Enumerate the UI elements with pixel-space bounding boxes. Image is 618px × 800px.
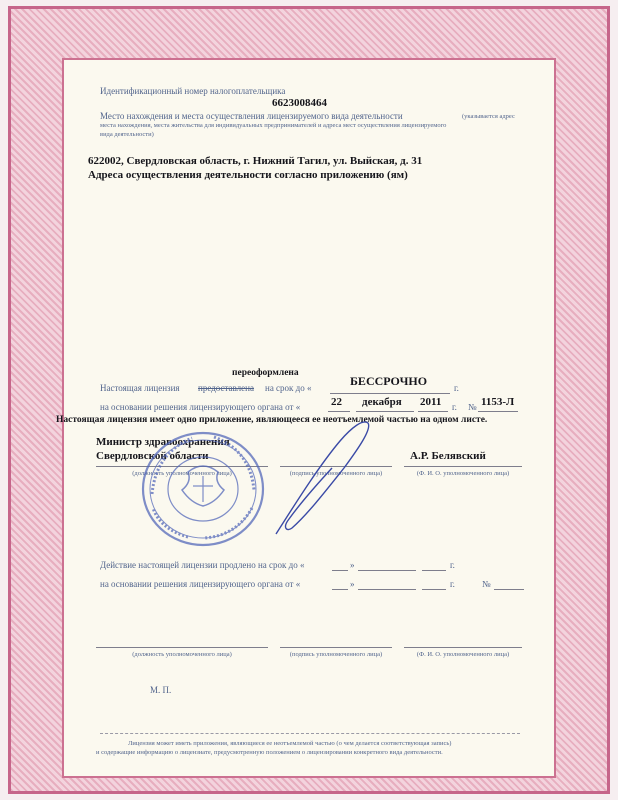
signatory-position: Министр здравоохранения: [96, 436, 230, 448]
ext-signature-line: [280, 647, 392, 648]
decision-number: 1153-Л: [481, 396, 515, 408]
ext-decision-day-line: [332, 589, 348, 590]
footer-note: и содержащие информацию о лицензиате, предусмотренную положением о лицензировании конкретного вида деятельности.: [96, 749, 443, 756]
decision-day: 22: [331, 396, 342, 408]
license-term-prefix: Настоящая лицензия: [100, 383, 180, 393]
decision-prefix: на основании решения лицензирующего органа от «: [100, 402, 301, 412]
ext-caption-name: (Ф. И. О. уполномоченного лица): [416, 651, 510, 658]
location-label: Место нахождения и места осуществления лицензируемого вида деятельности: [100, 111, 403, 121]
address: 622002, Свердловская область, г. Нижний Тагил, ул. Выйская, д. 31: [88, 155, 423, 167]
extension-decision: на основании решения лицензирующего органа от «: [100, 579, 301, 589]
location-note: (указывается адрес: [462, 113, 515, 120]
decision-month: декабря: [362, 396, 402, 408]
caption-signature: (подпись уполномоченного лица): [289, 470, 383, 477]
caption-name: (Ф. И. О. уполномоченного лица): [416, 470, 510, 477]
activity-addresses: Адреса осуществления деятельности согласно приложению (ям): [88, 169, 408, 181]
official-stamp: [138, 428, 268, 550]
name-line: [404, 466, 522, 467]
handwritten-signature: [268, 412, 378, 540]
annex-sentence: Настоящая лицензия имеет одно приложение, являющееся ее неотъемлемой частью на одном листе.: [56, 415, 488, 425]
location-note: вида деятельности): [100, 131, 154, 138]
ext-caption-signature: (подпись уполномоченного лица): [289, 651, 383, 658]
license-term-mid: на срок до «: [265, 383, 312, 393]
decision-year: 2011: [420, 396, 442, 408]
reissued-word: переоформлена: [232, 368, 299, 378]
year-line: [418, 411, 448, 412]
ext-number-sign: №: [482, 579, 491, 589]
ext-year-line: [422, 570, 446, 571]
ext-day-line: [332, 570, 348, 571]
ext-decision-year-line: [422, 589, 446, 590]
struck-word: предоставлена: [198, 383, 254, 393]
ext-decision-year: г.: [450, 579, 455, 589]
term-line: [330, 393, 450, 394]
number-line: [478, 411, 518, 412]
signatory-name: А.Р. Белявский: [410, 450, 486, 462]
quote-close: »: [350, 579, 355, 589]
term-value: БЕССРОЧНО: [350, 374, 428, 388]
ext-month-line: [358, 570, 416, 571]
ext-position-line: [96, 647, 268, 648]
inn-value: 6623008464: [272, 97, 327, 109]
extension-line: Действие настоящей лицензии продлено на срок до «: [100, 560, 305, 570]
stamp-place: М. П.: [150, 685, 172, 695]
location-note: места нахождения, места жительства для индивидуальных предпринимателей и адреса мест осуществления лицензируемого: [100, 122, 447, 129]
caption-position: (должность уполномоченного лица): [132, 470, 232, 477]
ext-number-line: [494, 589, 524, 590]
signatory-position: Свердловской области: [96, 450, 209, 462]
quote-close: »: [350, 560, 355, 570]
ext-name-line: [404, 647, 522, 648]
number-sign: №: [468, 402, 477, 412]
footer-note: Лицензия может иметь приложения, являющиеся ее неотъемлемой частью (о чем делается соответствующая запись): [128, 740, 452, 747]
ext-decision-month-line: [358, 589, 416, 590]
footer-divider: [100, 733, 520, 734]
decision-year-suffix: г.: [452, 402, 457, 412]
ext-year: г.: [450, 560, 455, 570]
term-year: г.: [454, 383, 459, 393]
ext-caption-position: (должность уполномоченного лица): [132, 651, 232, 658]
inn-label: Идентификационный номер налогоплательщика: [100, 86, 286, 96]
